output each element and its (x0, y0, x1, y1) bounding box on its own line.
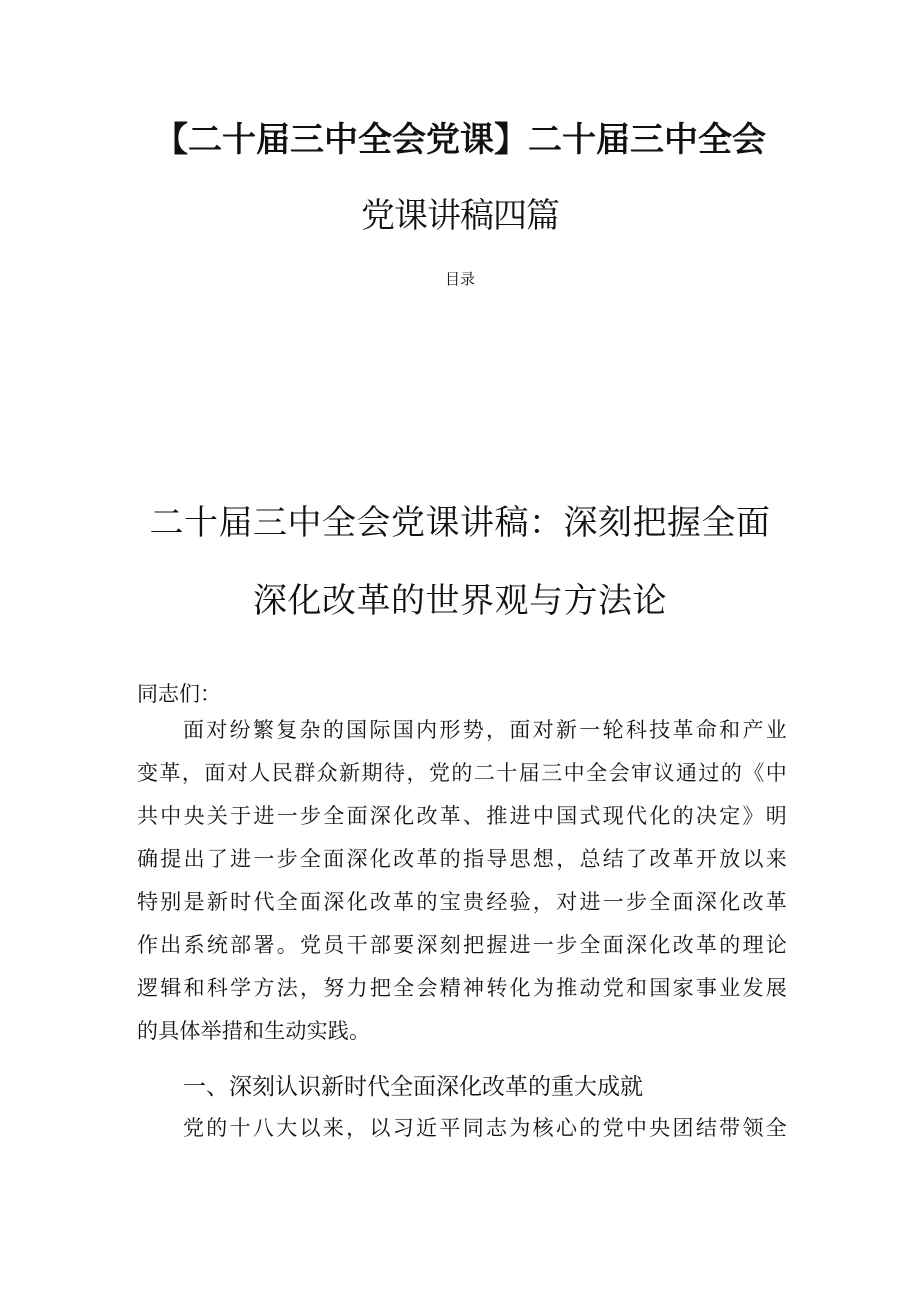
section-title-line-2: 深化改革的世界观与方法论 (253, 582, 667, 620)
paragraph-line: 共中央关于进一步全面深化改革、推进中国式现代化的决定》明 (137, 804, 787, 828)
paragraph-line: 作出系统部署。党员干部要深刻把握进一步全面深化改革的理论 (137, 933, 787, 957)
paragraph-line: 面对纷繁复杂的国际国内形势，面对新一轮科技革命和产业 (183, 718, 787, 742)
paragraph-line: 党的十八大以来，以习近平同志为核心的党中央团结带领全 (183, 1116, 787, 1140)
section-title-line-1: 二十届三中全会党课讲稿：深刻把握全面 (149, 504, 771, 542)
paragraph-line: 逻辑和科学方法，努力把全会精神转化为推动党和国家事业发展 (137, 976, 787, 1000)
paragraph-line: 特别是新时代全面深化改革的宝贵经验，对进一步全面深化改革 (137, 890, 787, 914)
greeting: 同志们： (137, 682, 221, 706)
document-title-line-1: 【二十届三中全会党课】二十届三中全会 (154, 121, 766, 159)
paragraph-line: 确提出了进一步全面深化改革的指导思想，总结了改革开放以来 (137, 847, 787, 871)
paragraph-line: 变革，面对人民群众新期待，党的二十届三中全会审议通过的《中 (137, 761, 787, 785)
document-title-line-2: 党课讲稿四篇 (361, 197, 559, 235)
paragraph-line: 的具体举措和生动实践。 (137, 1019, 371, 1043)
section-heading-1: 一、深刻认识新时代全面深化改革的重大成就 (183, 1073, 643, 1099)
table-of-contents-label: 目录 (444, 271, 475, 288)
